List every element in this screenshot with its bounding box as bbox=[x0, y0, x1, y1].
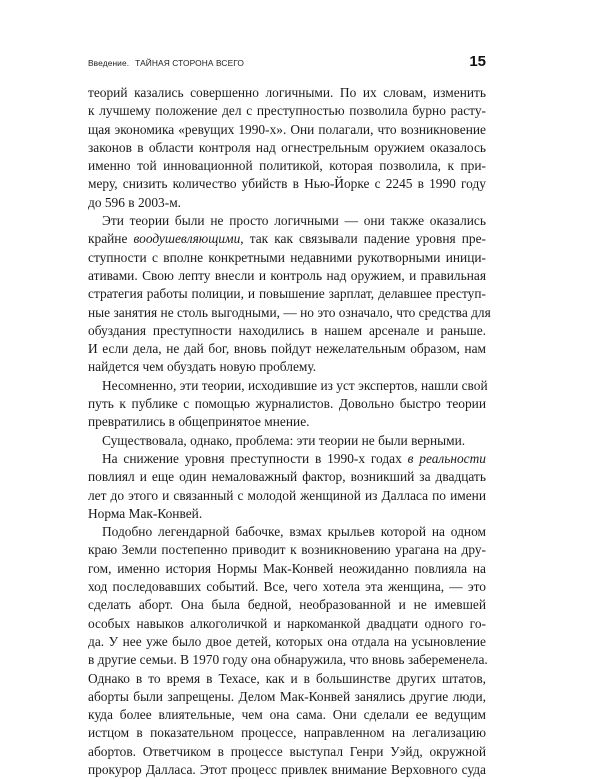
section-label: Введение. bbox=[88, 58, 130, 68]
paragraph-start: Эти теории были не просто логичными — они также оказались bbox=[102, 213, 486, 229]
paragraph-start bbox=[88, 450, 486, 468]
text-line: обуздания преступности находились в нашем арсенале и раньше. bbox=[88, 322, 486, 338]
text-line: прокурор Далласа. Этот процесс привлек внимание Верховного суда bbox=[88, 761, 486, 777]
text-line: лет до этого и связанный с молодой женщиной из Далласа по имени bbox=[88, 487, 486, 503]
text-line: путь к публике с помощью журналистов. Довольно быстро теории bbox=[88, 396, 486, 412]
text-line: стратегия работы полиции, и повышение зарплат, делавшее преступ- bbox=[88, 286, 486, 302]
text-line: Норма Мак-Конвей. bbox=[88, 505, 203, 521]
paragraph-start: Подобно легендарной бабочке, взмах крыльев которой на одном bbox=[102, 524, 486, 540]
text-line: особых навыков алкоголичкой и наркоманкой двадцати одного го- bbox=[88, 615, 486, 631]
text-line: в другие семьи. В 1970 году она обнаружила, что вновь забеременела. bbox=[88, 652, 488, 668]
text-line: да. У нее уже было двое детей, которых она отдала на усыновление bbox=[88, 633, 486, 649]
text-line: И если дела, не дай бог, вновь пойдут нежелательным образом, нам bbox=[88, 341, 486, 357]
text-line: до 596 в 2003-м. bbox=[88, 194, 182, 210]
text-run: На снижение уровня преступности в 1990-х годах bbox=[102, 450, 408, 466]
text-line: истцом в показательном процессе, направленном на легализацию bbox=[88, 725, 486, 741]
text-line: ативами. Свою лепту внесли и контроль над оружием, и правильная bbox=[88, 267, 486, 283]
text-line: теорий казались совершенно логичными. По их словам, изменить bbox=[88, 85, 486, 100]
text-line: превратились в общепринятое мнение. bbox=[88, 414, 310, 430]
page-number: 15 bbox=[469, 53, 486, 70]
text-line bbox=[88, 230, 486, 248]
text-line: сделать аборт. Она была бедной, необразованной и не имевшей bbox=[88, 597, 486, 613]
text-line: законов в области контроля над огнестрельным оружием оказалось bbox=[88, 139, 486, 155]
emphasis: воодушевляющими bbox=[133, 231, 241, 247]
body-text bbox=[88, 84, 491, 779]
chapter-title: ТАЙНАЯ СТОРОНА ВСЕГО bbox=[135, 58, 245, 68]
paragraph-start: Существовала, однако, проблема: эти теории не были верными. bbox=[102, 432, 466, 448]
text-line: повлиял и еще один немаловажный фактор, возникший за двадцать bbox=[88, 469, 486, 485]
text-line: щая экономика «ревущих 1990-х». Они полагали, что возникновение bbox=[88, 121, 486, 137]
text-line: краю Земли постепенно приводит к возникновению урагана на дру- bbox=[88, 542, 486, 558]
text-line: именно той инновационной политикой, которая позволила, к при- bbox=[88, 158, 486, 174]
text-line: куда более влиятельные, чем она сама. Они сделали ее ведущим bbox=[88, 707, 486, 723]
running-head bbox=[88, 58, 244, 68]
text-line: меру, снизить количество убийств в Нью-Йорке с 2245 в 1990 году bbox=[88, 176, 486, 192]
text-line: к лучшему положение дел с преступностью позволила бурно расту- bbox=[88, 103, 486, 119]
text-line: гом, именно история Нормы Мак-Конвей неожиданно повлияла на bbox=[88, 560, 486, 576]
text-run: крайне bbox=[88, 231, 134, 247]
text-run: , так как связывали падение уровня пре- bbox=[240, 231, 486, 247]
text-line: абортов. Ответчиком в процессе выступал Генри Уэйд, окружной bbox=[88, 743, 486, 759]
running-header bbox=[88, 53, 486, 72]
paragraph-start: Несомненно, эти теории, исходившие из уст экспертов, нашли свой bbox=[102, 377, 488, 393]
text-line: ступности с вполне конкретными недавними рукотворными иници- bbox=[88, 249, 486, 265]
text-line: ные занятия не столь выгодными, — но это означало, что средства для bbox=[88, 304, 491, 320]
text-line: Однако в то время в Техасе, как и в большинстве других штатов, bbox=[88, 670, 486, 686]
text-line: аборты были запрещены. Делом Мак-Конвей занялись другие люди, bbox=[88, 688, 486, 704]
emphasis: в реальности bbox=[407, 450, 486, 466]
text-line: найдется чем обуздать новую проблему. bbox=[88, 359, 317, 375]
text-line: ход последовавших событий. Все, чего хотела эта женщина, — это bbox=[88, 579, 486, 595]
